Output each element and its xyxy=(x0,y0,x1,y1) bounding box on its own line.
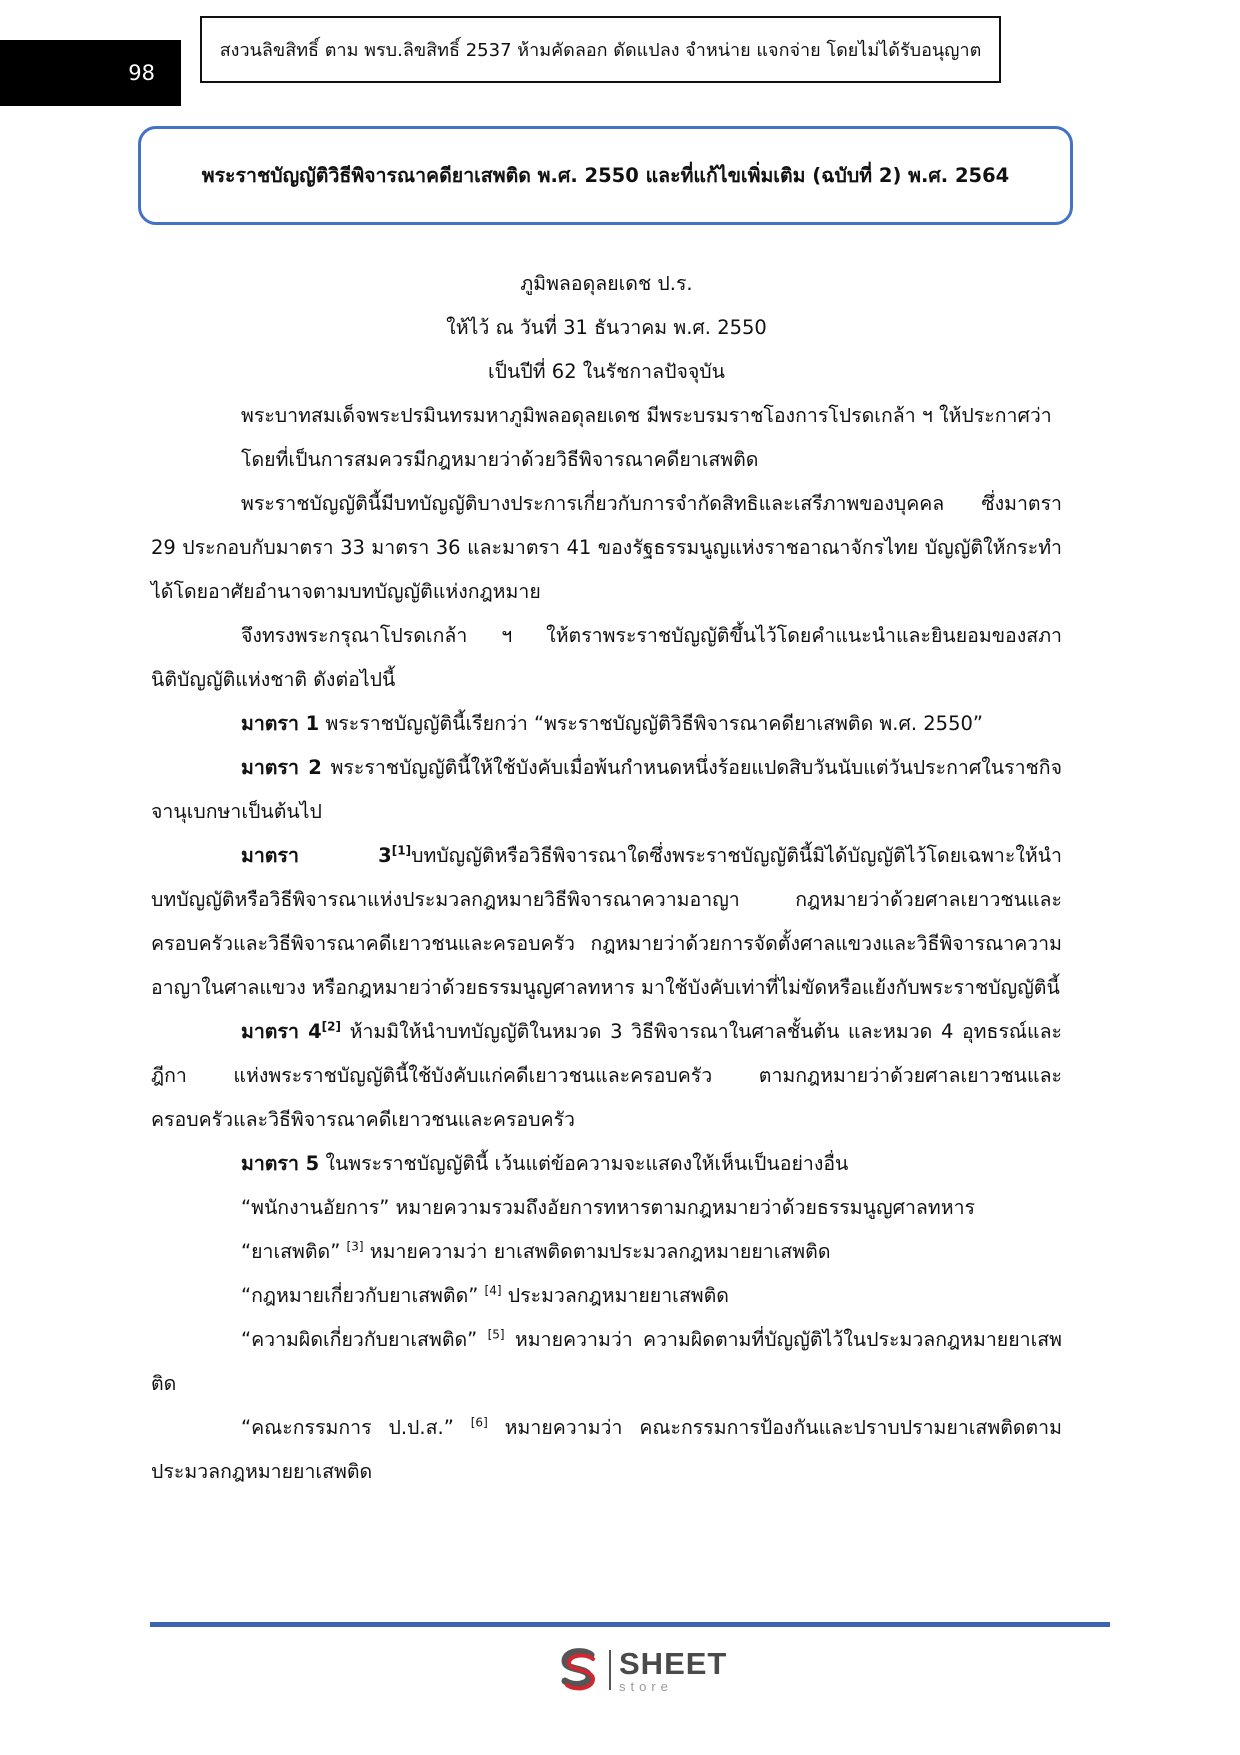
section-label: มาตรา 2 xyxy=(241,756,322,779)
definition-committee xyxy=(151,1406,1062,1494)
page-number: 98 xyxy=(0,40,181,106)
section-text: บทบัญญัติหรือวิธีพิจารณาใดซึ่งพระราชบัญญัตินี้มิได้บัญญัติไว้โดยเฉพาะให้นำบทบัญญัติหรือวิธีพิจารณาแห่งประมวลกฎหมายวิธีพิจารณาความอาญา กฎหมายว่าด้วยศาลเยาวชนและครอบครัวและวิธีพิจารณาคดีเยาวชนและครอบครัว กฎหมายว่าด้วยการจัดตั้งศาลแขวงและวิธีพิจารณาความอาญาในศาลแขวง หรือกฎหมายว่าด้วยธรรมนูญศาลทหาร มาใช้บังคับเท่าที่ไม่ขัดหรือแย้งกับพระราชบัญญัตินี้ xyxy=(151,844,1062,999)
footnote-ref: [4] xyxy=(484,1283,502,1298)
paragraph-rights-limitation: พระราชบัญญัตินี้มีบทบัญญัติบางประการเกี่ยวกับการจำกัดสิทธิและเสรีภาพของบุคคล ซึ่งมาตรา 29 ประกอบกับมาตรา 33 มาตรา 36 และมาตรา 41 ของรัฐธรรมนูญแห่งราชอาณาจักรไทย บัญญัติให้กระทำได้โดยอาศัยอำนาจตามบทบัญญัติแห่งกฎหมาย xyxy=(151,492,1062,603)
logo-divider xyxy=(609,1650,611,1690)
section-label: มาตรา 5 xyxy=(241,1152,320,1175)
definition-text: ประมวลกฎหมายยาเสพติด xyxy=(501,1284,729,1307)
king-signature: ภูมิพลอดุลยเดช ป.ร. xyxy=(520,272,693,295)
footer-rule xyxy=(150,1622,1110,1627)
definition-prosecutor: “พนักงานอัยการ” หมายความรวมถึงอัยการทหารตามกฎหมายว่าด้วยธรรมนูญศาลทหาร xyxy=(241,1196,975,1219)
section-text: พระราชบัญญัตินี้เรียกว่า “พระราชบัญญัติวิธีพิจารณาคดียาเสพติด พ.ศ. 2550” xyxy=(319,712,983,735)
document-body xyxy=(151,262,1062,1494)
paragraph-rationale: โดยที่เป็นการสมควรมีกฎหมายว่าด้วยวิธีพิจารณาคดียาเสพติด xyxy=(241,448,759,471)
definition-narcotics-law xyxy=(151,1274,1062,1318)
definition-term: “คณะกรรมการ ป.ป.ส.” xyxy=(241,1416,454,1439)
footnote-ref: [2] xyxy=(321,1019,341,1034)
definition-narcotics-offense xyxy=(151,1318,1062,1406)
sheet-logo-icon xyxy=(553,1645,603,1695)
paragraph-proclamation: พระบาทสมเด็จพระปรมินทรมหาภูมิพลอดุลยเดช มีพระบรมราชโองการโปรดเกล้า ฯ ให้ประกาศว่า xyxy=(241,404,1052,427)
enactment-date: ให้ไว้ ณ วันที่ 31 ธันวาคม พ.ศ. 2550 xyxy=(446,316,767,339)
definition-term: “กฎหมายเกี่ยวกับยาเสพติด” xyxy=(241,1284,479,1307)
definition-text: หมายความว่า คณะกรรมการป้องกันและปราบปรามยาเสพติดตามประมวลกฎหมายยาเสพติด xyxy=(151,1416,1062,1483)
section-text: ในพระราชบัญญัตินี้ เว้นแต่ข้อความจะแสดงให้เห็นเป็นอย่างอื่น xyxy=(319,1152,849,1175)
definition-term: “ความผิดเกี่ยวกับยาเสพติด” xyxy=(241,1328,478,1351)
logo-wordmark xyxy=(619,1645,728,1694)
logo-main-text: SHEET xyxy=(619,1645,728,1681)
footnote-ref: [1] xyxy=(391,843,412,858)
section-1 xyxy=(151,702,1062,746)
footnote-ref: [3] xyxy=(346,1239,364,1254)
footnote-ref: [6] xyxy=(470,1415,488,1430)
footnote-ref: [5] xyxy=(487,1327,505,1342)
section-3 xyxy=(151,834,1062,1010)
logo-sub-text: store xyxy=(619,1678,673,1694)
paragraph-royal-command: จึงทรงพระกรุณาโปรดเกล้า ฯ ให้ตราพระราชบัญญัติขึ้นไว้โดยคำแนะนำและยินยอมของสภานิติบัญญัติแห่งชาติ ดังต่อไปนี้ xyxy=(151,624,1062,691)
section-2 xyxy=(151,746,1062,834)
definition-term: “ยาเสพติด” xyxy=(241,1240,341,1263)
copyright-notice: สงวนลิขสิทธิ์ ตาม พรบ.ลิขสิทธิ์ 2537 ห้ามคัดลอก ดัดแปลง จำหน่าย แจกจ่าย โดยไม่ได้รับอนุญาต xyxy=(200,16,1001,83)
document-title: พระราชบัญญัติวิธีพิจารณาคดียาเสพติด พ.ศ. 2550 และที่แก้ไขเพิ่มเติม (ฉบับที่ 2) พ.ศ. 2564 xyxy=(138,126,1073,225)
section-text: ห้ามมิให้นำบทบัญญัติในหมวด 3 วิธีพิจารณาในศาลชั้นต้น และหมวด 4 อุทธรณ์และฎีกา แห่งพระราชบัญญัตินี้ใช้บังคับแก่คดีเยาวชนและครอบครัว ตามกฎหมายว่าด้วยศาลเยาวชนและครอบครัวและวิธีพิจารณาคดีเยาวชนและครอบครัว xyxy=(151,1020,1062,1131)
section-label: มาตรา 3 xyxy=(241,844,392,867)
section-4 xyxy=(151,1010,1062,1142)
sheet-store-logo xyxy=(553,1645,727,1695)
section-text: พระราชบัญญัตินี้ให้ใช้บังคับเมื่อพ้นกำหนดหนึ่งร้อยแปดสิบวันนับแต่วันประกาศในราชกิจจานุเบกษาเป็นต้นไป xyxy=(151,756,1063,823)
definition-text: หมายความว่า ความผิดตามที่บัญญัติไว้ในประมวลกฎหมายยาเสพติด xyxy=(151,1328,1062,1395)
definition-narcotics xyxy=(151,1230,1062,1274)
section-label: มาตรา 4 xyxy=(241,1020,322,1043)
definition-text: หมายความว่า ยาเสพติดตามประมวลกฎหมายยาเสพติด xyxy=(363,1240,831,1263)
reign-year: เป็นปีที่ 62 ในรัชกาลปัจจุบัน xyxy=(487,360,726,383)
section-5 xyxy=(151,1142,1062,1186)
section-label: มาตรา 1 xyxy=(241,712,320,735)
